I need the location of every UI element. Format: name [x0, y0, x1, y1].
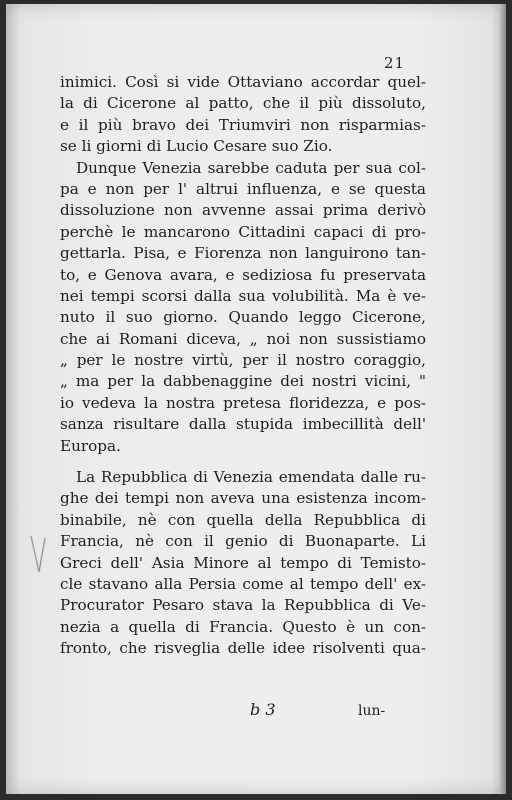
text-line: nuto il suo giorno. Quando leggo Cicerone, — [60, 308, 426, 327]
text-line: fronto, che risveglia delle idee risolventi qua- — [60, 639, 426, 658]
book-page — [6, 4, 506, 794]
signature-mark: b 3 — [250, 700, 276, 719]
text-line: pa e non per l' altrui influenza, e se questa — [60, 179, 426, 198]
text-line: Procurator Pesaro stava la Repubblica di Ve- — [60, 596, 426, 615]
page-number: 21 — [384, 54, 406, 72]
text-line: Francia, nè con il genio di Buonaparte. Li — [60, 532, 426, 551]
text-line: e il più bravo dei Triumviri non risparmias- — [60, 115, 426, 134]
body-text — [60, 72, 426, 660]
text-line: dissoluzione non avvenne assai prima derivò — [60, 201, 426, 220]
text-line: nezia a quella di Francia. Questo è un con- — [60, 617, 426, 636]
text-line: se li giorni di Lucio Cesare suo Zio. — [60, 137, 333, 156]
text-line: to, e Genova avara, e sediziosa fu preservata — [60, 265, 426, 284]
text-line: Greci dell' Asia Minore al tempo di Temisto- — [60, 553, 426, 572]
text-line: la di Cicerone al patto, che il più dissoluto, — [60, 94, 426, 113]
pencil-margin-mark — [28, 532, 48, 576]
text-line: nei tempi scorsi dalla sua volubilità. Ma è ve- — [60, 286, 426, 305]
catchword: lun- — [358, 703, 386, 719]
text-line: che ai Romani diceva, „ noi non sussistiamo — [60, 329, 426, 348]
paragraph-gap — [60, 457, 426, 467]
text-line: sanza risultare dalla stupida imbecillità dell' — [60, 415, 426, 434]
paragraph-start-line: La Repubblica di Venezia emendata dalle ru- — [76, 468, 426, 487]
text-line: binabile, nè con quella della Repubblica di — [60, 510, 426, 529]
text-line: perchè le mancarono Cittadini capaci di pro- — [60, 222, 426, 241]
page-edge — [500, 4, 506, 794]
paragraph-start-line: Dunque Venezia sarebbe caduta per sua col- — [76, 158, 426, 177]
text-line: ghe dei tempi non aveva una esistenza incom- — [60, 489, 426, 508]
text-line: cle stavano alla Persia come al tempo dell' ex- — [60, 574, 426, 593]
text-line: „ ma per la dabbenaggine dei nostri vicini, " — [60, 372, 426, 391]
text-line: io vedeva la nostra pretesa floridezza, e pos- — [60, 393, 426, 412]
text-line: inimici. Così si vide Ottaviano accordar quel- — [60, 73, 426, 91]
text-line: „ per le nostre virtù, per il nostro coraggio, — [60, 351, 426, 370]
text-line: gettarla. Pisa, e Fiorenza non languirono tan- — [60, 244, 426, 263]
text-line: Europa. — [60, 436, 121, 455]
